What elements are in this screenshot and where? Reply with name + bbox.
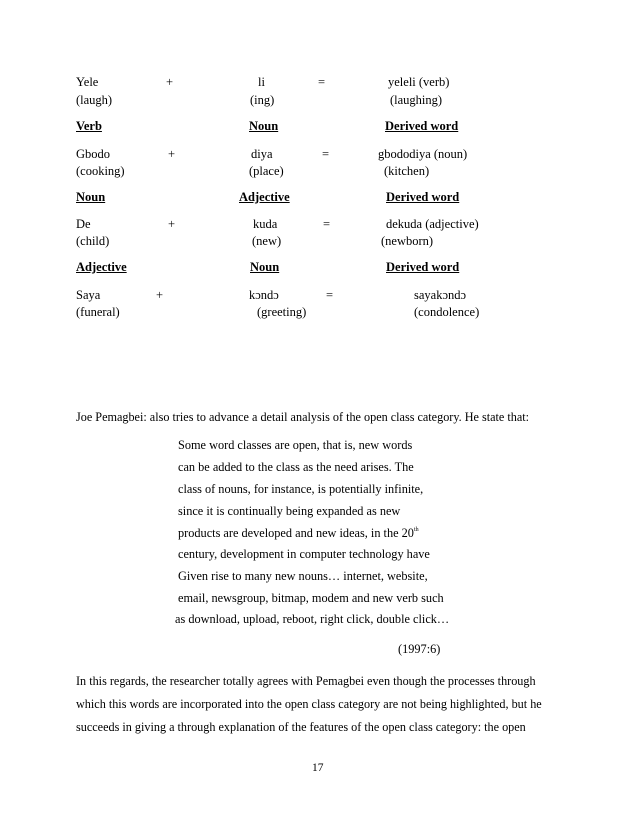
morpheme-li: li [258,75,265,89]
gloss-funeral: (funeral) [76,305,120,319]
quote-line: class of nouns, for instance, is potentially infinite, [178,482,424,496]
header-verb: Verb [76,119,102,133]
paragraph-line: which this words are incorporated into the open class category are not being highlighted, but he [76,697,542,711]
morpheme-kuda: kuda [253,217,278,231]
gloss-new: (new) [252,234,282,248]
gloss-condolence: (condolence) [414,305,480,319]
gloss-cooking: (cooking) [76,164,125,178]
header-noun: Noun [76,190,106,204]
header-noun: Noun [250,260,280,274]
quote-line: can be added to the class as the need arises. The [178,460,414,474]
header-derived-word: Derived word [386,260,460,274]
gloss-kitchen: (kitchen) [384,164,430,178]
morpheme-kondo: kɔndɔ [249,288,279,302]
derived-yeleli: yeleli (verb) [388,75,450,89]
quote-line: century, development in computer technology have [178,547,430,561]
equals-sign: = [326,288,334,302]
derived-gbododiya: gbododiya (noun) [378,147,468,161]
header-noun: Noun [249,119,279,133]
morpheme-gbodo: Gbodo [76,147,111,161]
header-adjective: Adjective [239,190,290,204]
paragraph-line: In this regards, the researcher totally agrees with Pemagbei even though the processes through [76,674,536,688]
quote-line: since it is continually being expanded as new [178,504,401,518]
gloss-ing: (ing) [250,93,275,107]
quote-line: Some word classes are open, that is, new words [178,438,413,452]
paragraph-line: succeeds in giving a through explanation of the features of the open class category: the open [76,720,526,734]
gloss-place: (place) [249,164,284,178]
plus-sign: + [168,217,176,231]
plus-sign: + [166,75,174,89]
header-adjective: Adjective [76,260,127,274]
gloss-newborn: (newborn) [381,234,434,248]
gloss-laughing: (laughing) [390,93,443,107]
header-derived-word: Derived word [385,119,459,133]
derived-sayakondo: sayakɔndɔ [414,288,467,302]
intro-sentence: Joe Pemagbei: also tries to advance a detail analysis of the open class category. He state that: [76,410,530,424]
quote-line: Given rise to many new nouns… internet, website, [178,569,428,583]
citation-year: (1997:6) [398,642,441,656]
morpheme-yele: Yele [76,75,99,89]
header-derived-word: Derived word [386,190,460,204]
plus-sign: + [168,147,176,161]
equals-sign: = [322,147,330,161]
quote-line-text: products are developed and new ideas, in the 20 [178,526,414,540]
morpheme-diya: diya [251,147,273,161]
equals-sign: = [318,75,326,89]
gloss-greeting: (greeting) [257,305,307,319]
gloss-laugh: (laugh) [76,93,113,107]
morpheme-de: De [76,217,91,231]
quote-line: email, newsgroup, bitmap, modem and new verb such [178,591,444,605]
plus-sign: + [156,288,164,302]
morpheme-saya: Saya [76,288,101,302]
gloss-child: (child) [76,234,110,248]
quote-line: as download, upload, reboot, right click, double click… [175,612,450,626]
equals-sign: = [323,217,331,231]
quote-line [178,526,419,541]
ordinal-superscript: th [413,527,419,533]
page-number: 17 [312,762,324,774]
derived-dekuda: dekuda (adjective) [386,217,479,231]
